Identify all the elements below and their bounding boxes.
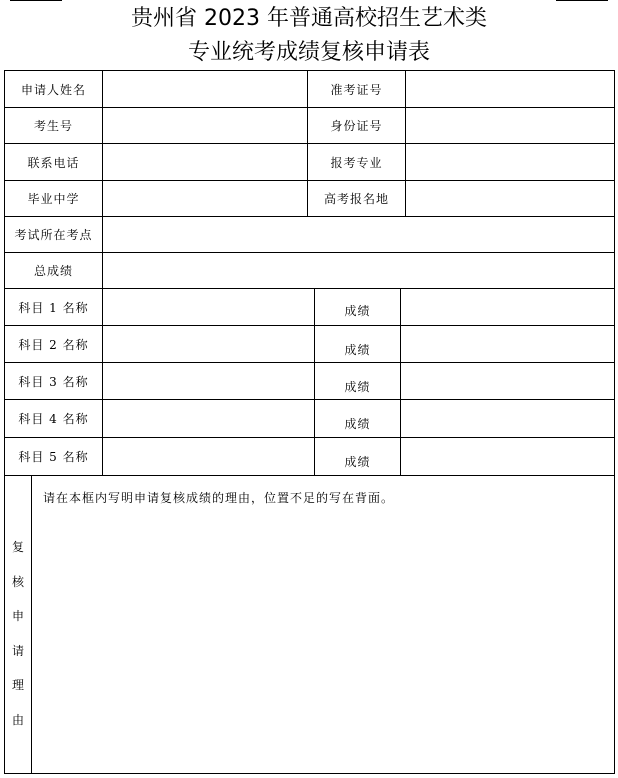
reason-char: 申 [11, 609, 24, 623]
subject-name-label: 科目 3 名称 [5, 363, 103, 399]
subject-name-label: 科目 2 名称 [5, 326, 103, 362]
total-score-label: 总成绩 [5, 253, 103, 288]
form-row-applicant [5, 71, 614, 108]
subject-name-label: 科目 4 名称 [5, 400, 103, 437]
admission-ticket-field[interactable] [406, 71, 614, 107]
reason-char: 由 [11, 713, 24, 727]
school-label: 毕业中学 [5, 181, 103, 216]
id-number-label: 身份证号 [308, 108, 406, 143]
id-number-field[interactable] [406, 108, 614, 143]
subject-name-field[interactable] [103, 438, 315, 475]
subject-score-field[interactable] [401, 363, 614, 399]
exam-number-label: 考生号 [5, 108, 103, 143]
reason-char: 请 [11, 644, 24, 658]
application-form-table [4, 70, 615, 774]
subject-name-field[interactable] [103, 363, 315, 399]
major-label: 报考专业 [308, 144, 406, 180]
subject-name-field[interactable] [103, 400, 315, 437]
reason-char: 核 [11, 575, 24, 589]
subject-name-label: 科目 5 名称 [5, 438, 103, 475]
form-row-phone [5, 144, 614, 181]
exam-number-field[interactable] [103, 108, 308, 143]
subject-score-field[interactable] [401, 289, 614, 325]
subject-score-label: 成绩 [315, 289, 401, 325]
exam-location-label: 考试所在考点 [5, 217, 103, 252]
form-title-line2: 专业统考成绩复核申请表 [187, 40, 430, 65]
form-row-exam-location [5, 217, 614, 253]
subject-row [5, 363, 614, 400]
subject-score-field[interactable] [401, 438, 614, 475]
subject-score-field[interactable] [401, 326, 614, 362]
top-rule-left [10, 0, 62, 1]
subject-row [5, 438, 614, 476]
subject-name-field[interactable] [103, 289, 315, 325]
form-row-total-score [5, 253, 614, 289]
school-field[interactable] [103, 181, 308, 216]
applicant-name-label: 申请人姓名 [5, 71, 103, 107]
reason-side-label [5, 476, 32, 773]
reason-char: 复 [11, 540, 24, 554]
registration-place-label: 高考报名地 [308, 181, 406, 216]
phone-field[interactable] [103, 144, 308, 180]
subject-score-field[interactable] [401, 400, 614, 437]
form-title-line1: 贵州省 2023 年普通高校招生艺术类 [131, 6, 487, 31]
applicant-name-field[interactable] [103, 71, 308, 107]
reason-text-area[interactable] [32, 476, 614, 773]
subject-row [5, 326, 614, 363]
total-score-field[interactable] [103, 253, 614, 288]
registration-place-field[interactable] [406, 181, 614, 216]
reason-instruction: 请在本框内写明申请复核成绩的理由，位置不足的写在背面。 [43, 491, 395, 505]
subject-score-label: 成绩 [315, 438, 401, 475]
subject-name-label: 科目 1 名称 [5, 289, 103, 325]
exam-location-field[interactable] [103, 217, 614, 252]
form-row-school [5, 181, 614, 217]
admission-ticket-label: 准考证号 [308, 71, 406, 107]
subject-score-label: 成绩 [315, 400, 401, 437]
top-rule-right [556, 0, 608, 1]
phone-label: 联系电话 [5, 144, 103, 180]
subject-row [5, 400, 614, 438]
subject-row [5, 289, 614, 326]
major-field[interactable] [406, 144, 614, 180]
reason-char: 理 [11, 678, 24, 692]
subject-score-label: 成绩 [315, 363, 401, 399]
subject-name-field[interactable] [103, 326, 315, 362]
subject-score-label: 成绩 [315, 326, 401, 362]
form-row-exam-number [5, 108, 614, 144]
